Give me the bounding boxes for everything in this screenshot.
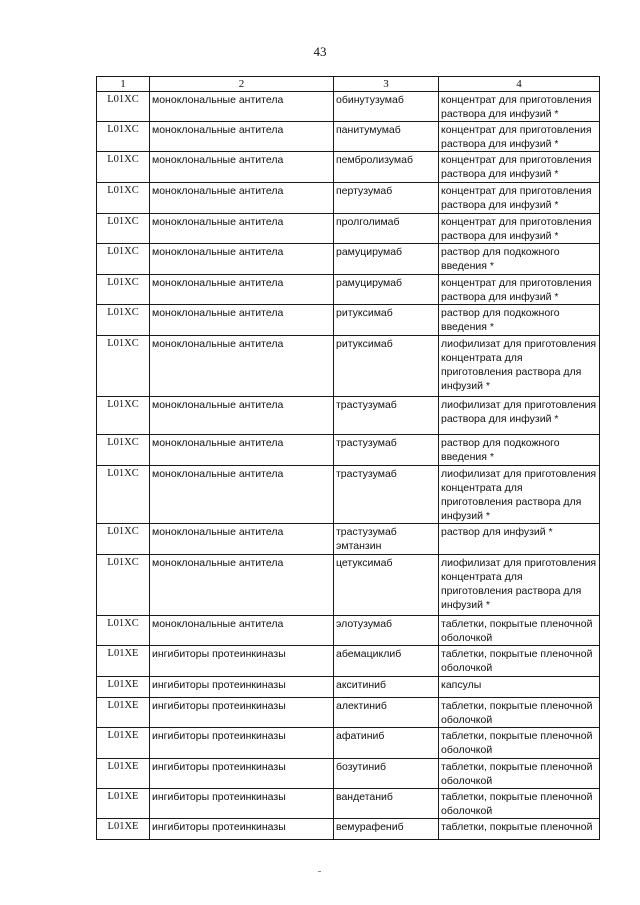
- group-cell: моноклональные антитела: [150, 435, 334, 466]
- code-cell: L01XC: [97, 183, 150, 214]
- table-row: [97, 214, 600, 244]
- header-col-3: 3: [334, 77, 439, 92]
- code-cell: L01XC: [97, 152, 150, 183]
- name-cell: афатиниб: [334, 728, 439, 759]
- table-row: [97, 183, 600, 214]
- form-cell: капсулы: [439, 677, 600, 698]
- name-cell: вандетаниб: [334, 789, 439, 819]
- table-row: [97, 305, 600, 336]
- form-cell: концентрат для приготовления раствора для инфузий *: [439, 92, 600, 122]
- form-cell: концентрат для приготовления раствора для инфузий *: [439, 183, 600, 214]
- group-cell: моноклональные антитела: [150, 122, 334, 152]
- form-cell: таблетки, покрытые пленочной оболочкой: [439, 698, 600, 728]
- group-cell: моноклональные антитела: [150, 336, 334, 397]
- code-cell: L01XC: [97, 305, 150, 336]
- code-cell: L01XC: [97, 397, 150, 435]
- code-cell: L01XC: [97, 616, 150, 646]
- group-cell: моноклональные антитела: [150, 92, 334, 122]
- name-cell: вемурафениб: [334, 819, 439, 840]
- table-row: [97, 336, 600, 397]
- table-row: [97, 728, 600, 759]
- group-cell: ингибиторы протеинкиназы: [150, 759, 334, 789]
- drug-table: [96, 76, 600, 840]
- table-row: [97, 92, 600, 122]
- name-cell: обинутузумаб: [334, 92, 439, 122]
- code-cell: L01XC: [97, 122, 150, 152]
- table-body: [97, 92, 600, 840]
- header-col-4: 4: [439, 77, 600, 92]
- code-cell: L01XC: [97, 214, 150, 244]
- table-row: [97, 555, 600, 616]
- code-cell: L01XC: [97, 244, 150, 275]
- form-cell: раствор для подкожного введения *: [439, 244, 600, 275]
- form-cell: лиофилизат для приготовления концентрата для приготовления раствора для инфузий *: [439, 555, 600, 616]
- group-cell: моноклональные антитела: [150, 244, 334, 275]
- form-cell: лиофилизат для приготовления раствора для инфузий *: [439, 397, 600, 435]
- code-cell: L01XC: [97, 336, 150, 397]
- code-cell: L01XE: [97, 677, 150, 698]
- group-cell: моноклональные антитела: [150, 214, 334, 244]
- name-cell: трастузумаб эмтанзин: [334, 524, 439, 555]
- table-row: [97, 244, 600, 275]
- name-cell: ритуксимаб: [334, 336, 439, 397]
- code-cell: L01XC: [97, 466, 150, 524]
- table-row: [97, 152, 600, 183]
- name-cell: абемациклиб: [334, 646, 439, 677]
- header-row: [97, 77, 600, 92]
- form-cell: таблетки, покрытые пленочной оболочкой: [439, 646, 600, 677]
- table-row: [97, 698, 600, 728]
- table-row: [97, 275, 600, 305]
- name-cell: трастузумаб: [334, 397, 439, 435]
- table-row: [97, 759, 600, 789]
- name-cell: бозутиниб: [334, 759, 439, 789]
- group-cell: ингибиторы протеинкиназы: [150, 646, 334, 677]
- form-cell: концентрат для приготовления раствора для инфузий *: [439, 122, 600, 152]
- table-row: [97, 397, 600, 435]
- page-number: 43: [313, 44, 327, 59]
- code-cell: L01XE: [97, 646, 150, 677]
- group-cell: моноклональные антитела: [150, 397, 334, 435]
- group-cell: ингибиторы протеинкиназы: [150, 728, 334, 759]
- header-col-2: 2: [150, 77, 334, 92]
- table-row: [97, 466, 600, 524]
- name-cell: панитумумаб: [334, 122, 439, 152]
- group-cell: моноклональные антитела: [150, 524, 334, 555]
- code-cell: L01XE: [97, 789, 150, 819]
- name-cell: рамуцирумаб: [334, 244, 439, 275]
- form-cell: лиофилизат для приготовления концентрата для приготовления раствора для инфузий *: [439, 466, 600, 524]
- group-cell: моноклональные антитела: [150, 152, 334, 183]
- name-cell: элотузумаб: [334, 616, 439, 646]
- name-cell: пертузумаб: [334, 183, 439, 214]
- form-cell: раствор для подкожного введения *: [439, 305, 600, 336]
- table-row: [97, 122, 600, 152]
- table-row: [97, 435, 600, 466]
- name-cell: акситиниб: [334, 677, 439, 698]
- code-cell: L01XE: [97, 759, 150, 789]
- form-cell: таблетки, покрытые пленочной: [439, 819, 600, 840]
- code-cell: L01XE: [97, 819, 150, 840]
- name-cell: трастузумаб: [334, 435, 439, 466]
- code-cell: L01XC: [97, 275, 150, 305]
- scan-mark: [318, 871, 321, 872]
- form-cell: таблетки, покрытые пленочной оболочкой: [439, 728, 600, 759]
- group-cell: моноклональные антитела: [150, 183, 334, 214]
- form-cell: концентрат для приготовления раствора для инфузий *: [439, 214, 600, 244]
- name-cell: ритуксимаб: [334, 305, 439, 336]
- code-cell: L01XE: [97, 698, 150, 728]
- group-cell: моноклональные антитела: [150, 616, 334, 646]
- group-cell: моноклональные антитела: [150, 555, 334, 616]
- name-cell: пембролизумаб: [334, 152, 439, 183]
- header-col-1: 1: [97, 77, 150, 92]
- group-cell: ингибиторы протеинкиназы: [150, 819, 334, 840]
- group-cell: моноклональные антитела: [150, 305, 334, 336]
- form-cell: концентрат для приготовления раствора для инфузий *: [439, 275, 600, 305]
- group-cell: ингибиторы протеинкиназы: [150, 789, 334, 819]
- table-row: [97, 819, 600, 840]
- group-cell: моноклональные антитела: [150, 275, 334, 305]
- name-cell: пролголимаб: [334, 214, 439, 244]
- name-cell: трастузумаб: [334, 466, 439, 524]
- group-cell: ингибиторы протеинкиназы: [150, 677, 334, 698]
- name-cell: алектиниб: [334, 698, 439, 728]
- table-row: [97, 789, 600, 819]
- form-cell: концентрат для приготовления раствора для инфузий *: [439, 152, 600, 183]
- code-cell: L01XC: [97, 524, 150, 555]
- form-cell: раствор для инфузий *: [439, 524, 600, 555]
- code-cell: L01XC: [97, 435, 150, 466]
- table-row: [97, 524, 600, 555]
- form-cell: раствор для подкожного введения *: [439, 435, 600, 466]
- name-cell: цетуксимаб: [334, 555, 439, 616]
- form-cell: таблетки, покрытые пленочной оболочкой: [439, 759, 600, 789]
- form-cell: лиофилизат для приготовления концентрата для приготовления раствора для инфузий *: [439, 336, 600, 397]
- form-cell: таблетки, покрытые пленочной оболочкой: [439, 789, 600, 819]
- name-cell: рамуцирумаб: [334, 275, 439, 305]
- group-cell: моноклональные антитела: [150, 466, 334, 524]
- code-cell: L01XC: [97, 555, 150, 616]
- group-cell: ингибиторы протеинкиназы: [150, 698, 334, 728]
- table-row: [97, 616, 600, 646]
- form-cell: таблетки, покрытые пленочной оболочкой: [439, 616, 600, 646]
- table-row: [97, 646, 600, 677]
- code-cell: L01XC: [97, 92, 150, 122]
- code-cell: L01XE: [97, 728, 150, 759]
- table-row: [97, 677, 600, 698]
